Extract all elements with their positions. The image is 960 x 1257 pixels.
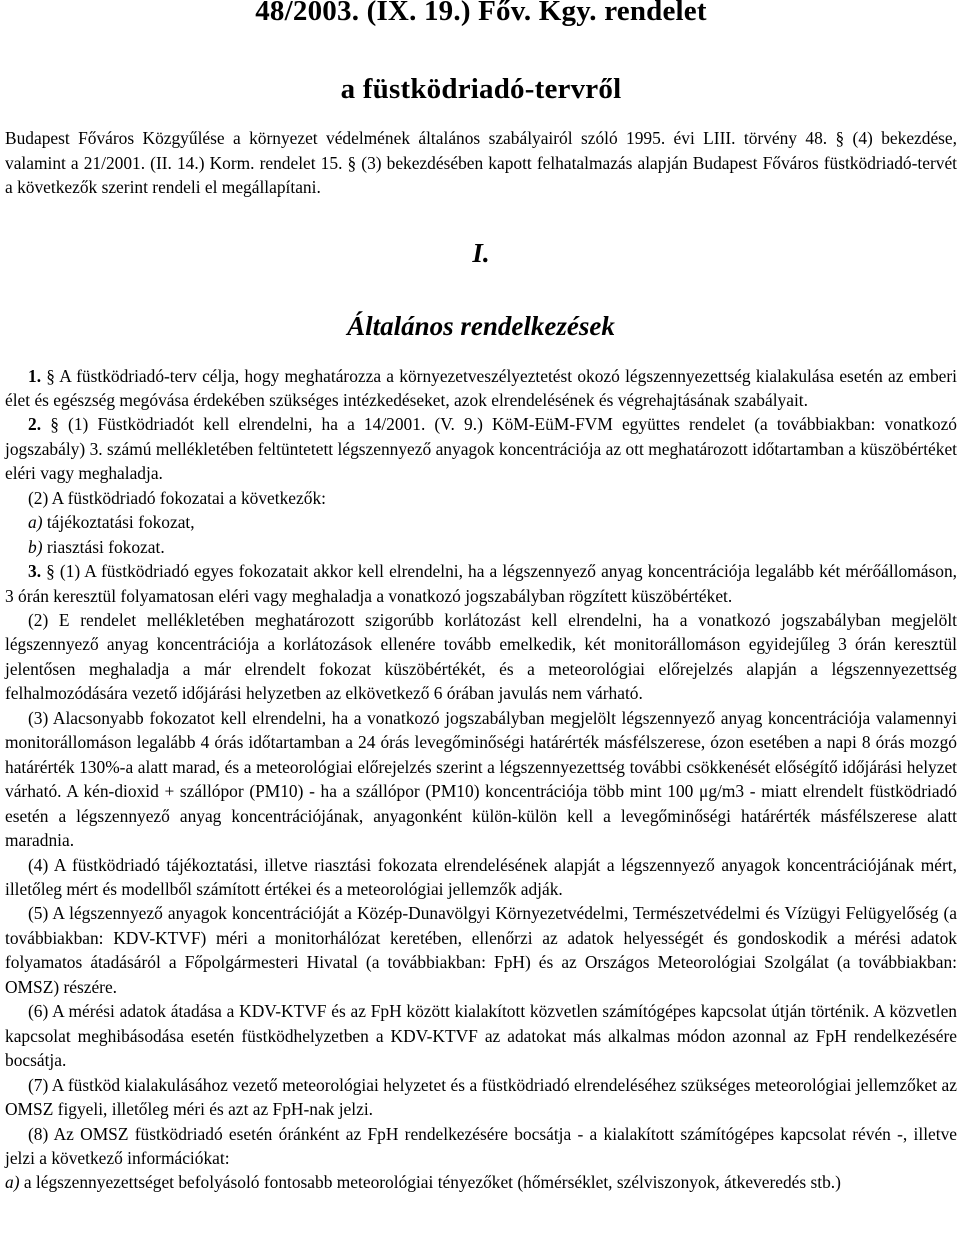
section-3-paragraph-8: (8) Az OMSZ füstködriadó esetén óránként az FpH rendelkezésére bocsátja - a kialakított számítógépes kapcsolat révén -, illetve jelzi a következő információkat: (5, 1123, 957, 1168)
section-2-paragraph-2: (2) A füstködriadó fokozatai a következők: (28, 487, 326, 508)
section-3-paragraph-7: (7) A füstköd kialakulásához vezető meteorológiai helyzetet és a füstködriadó elrendeléséhez szükséges meteorológiai jellemzőket az OMSZ figyeli, illetőleg méri és azt az FpH-nak jelzi. (5, 1074, 957, 1120)
section-3-paragraph-3: (3) Alacsonyabb fokozatot kell elrendelni, ha a vonatkozó jogszabályban megjelölt légszennyező anyag koncentrációja valamennyi monitorállomáson legalább 4 órás időtartamban a 24 órás levegőminőségi határérték másfélszerese, ózon esetében a napi 8 órás mozgó határérték 130%-a alatt marad, és a meteorológiai előrejelzés szerint a légszennyezettség további csökkenését előségítő időjárási helyzet várható. A kén-dioxid + szállópor (PM10) - ha a szállópor (PM10) koncentrációja több mint 100 μg/m3 - miatt elrendelt füstködriadó esetén a légszennyező anyag koncentrációjának, anyagonként külön-külön kell a levegőminőségi határérték másfélszerese alatt maradnia. (5, 707, 957, 851)
section-1 (5, 364, 957, 413)
section-2-item-b-text: riasztási fokozat. (42, 536, 165, 557)
chapter-title: Általános rendelkezések (347, 310, 615, 341)
section-2-item-a (5, 510, 957, 534)
section-3-item-a (5, 1170, 957, 1194)
section-2-item-a-label: a) (28, 512, 43, 533)
document-title: 48/2003. (IX. 19.) Főv. Kgy. rendelet (255, 0, 707, 27)
section-3 (5, 559, 957, 608)
section-2-number: 2. (28, 414, 42, 435)
preamble: Budapest Főváros Közgyűlése a környezet védelmének általános szabályairól szóló 1995. évi LIII. törvény 48. § (4) bekezdése, valamint a 21/2001. (II. 14.) Korm. rendelet 15. § (3) bekezdésében kapott felhatalmazás alapján Budapest Főváros füstködriadó-tervét a következők szerint rendeli el megállapítani. (5, 128, 957, 197)
document-body (5, 364, 957, 1195)
section-2 (5, 412, 957, 485)
section-3-paragraph-2: (2) E rendelet mellékletében meghatározott szigorúbb korlátozást kell elrendelni, ha a vonatkozó jogszabályban megjelölt légszennyező anyag koncentrációja a korlátozások ellenére tovább emelkedik, két monitorállomáson egyidejűleg 3 órán keresztül jelentősen meghaladja a már elrendelt fokozat küszöbértékét, és a meteorológiai előrejelzés alapján a légszennyezettség felhalmozódására vezető időjárási helyzetben az elkövetkező 6 órában javulás nem várható. (5, 610, 957, 704)
document-subtitle: a füstködriadó-tervről (340, 73, 622, 105)
chapter-number: I. (472, 237, 490, 268)
section-3-paragraph-4: (4) A füstködriadó tájékoztatási, illetve riasztási fokozata elrendelésének alapját a légszennyező anyagok koncentrációjának mért, illetőleg mért és modellből számított értékei és a meteorológiai jellemzők adják. (5, 854, 957, 900)
section-2-item-b (5, 535, 957, 559)
section-3-paragraph-6: (6) A mérési adatok átadása a KDV-KTVF és az FpH között kialakított közvetlen számítógépes kapcsolat útján történik. A közvetlen kapcsolat meghibásodása esetén füstködhelyzetben a KDV-KTVF az adatokat más alkalmas módon azonnal az FpH rendelkezésére bocsátja. (5, 1001, 957, 1071)
section-3-number: 3. (28, 561, 42, 582)
section-3-item-a-text: a légszennyezettséget befolyásoló fontosabb meteorológiai tényezőket (hőmérséklet, szélviszonyok, átkeveredés stb.) (19, 1172, 841, 1193)
section-3-text: § (1) A füstködriadó egyes fokozatait akkor kell elrendelni, ha a légszennyező anyag koncentrációja legalább két mérőállomáson, 3 órán keresztül folyamatosan eléri vagy meghaladja a vonatkozó jogszabályban rögzített küszöbértéket. (5, 561, 957, 606)
section-3-paragraph-5: (5) A légszennyező anyagok koncentrációját a Közép-Dunavölgyi Környezetvédelmi, Természetvédelmi és Vízügyi Felügyelőség (a továbbiakban: KDV-KTVF) méri a monitorhálózat keretében, ellenőrzi az adatok helyességét és gondoskodik a mérési adatok folyamatos átadásáról a Főpolgármesteri Hivatal (a továbbiakban: FpH) és az Országos Meteorológiai Szolgálat (a továbbiakban: OMSZ) részére. (5, 903, 957, 997)
section-3-item-a-label: a) (5, 1172, 20, 1193)
section-2-item-b-label: b) (28, 536, 43, 557)
section-2-text: § (1) Füstködriadót kell elrendelni, ha a 14/2001. (V. 9.) KöM-EüM-FVM együttes rendelet (a továbbiakban: vonatkozó jogszabály) 3. számú mellékletében feltüntetett légszennyező anyagok koncentrációja az ott meghatározott időtartamban a küszöbértéket eléri vagy meghaladja. (5, 414, 957, 484)
section-1-number: 1. (28, 365, 42, 386)
section-1-text: § A füstködriadó-terv célja, hogy meghatározza a környezetveszélyeztetést okozó légszennyezettség kialakulása esetén az emberi élet és egészség megóvása érdekében szükséges intézkedéseket, azok elrendelésének és végrehajtásának szabályait. (5, 365, 957, 410)
document-page (5, 0, 957, 1195)
section-2-item-a-text: tájékoztatási fokozat, (42, 512, 195, 533)
